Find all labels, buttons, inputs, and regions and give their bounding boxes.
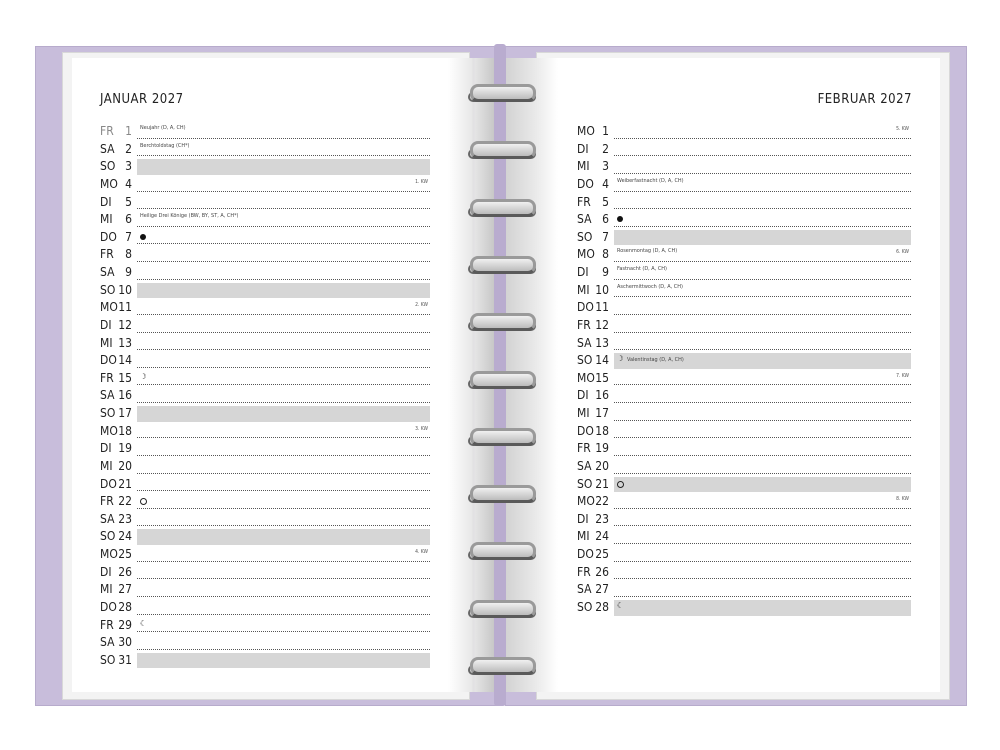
- day-number: 10: [118, 282, 132, 297]
- weekday-label: SO: [100, 159, 116, 174]
- day-number: 1: [602, 124, 609, 138]
- day-number: 13: [595, 335, 609, 350]
- weekday-label: DO: [100, 353, 117, 368]
- weekday-label: SA: [100, 141, 115, 156]
- day-row[interactable]: [577, 387, 911, 405]
- writing-line[interactable]: [614, 455, 911, 456]
- day-row[interactable]: [100, 229, 430, 247]
- sunday-bar[interactable]: [614, 600, 911, 616]
- weekday-label: MI: [100, 335, 113, 350]
- day-row[interactable]: [577, 352, 911, 370]
- holiday-note: Fastnacht (D, A, CH): [617, 266, 667, 272]
- weekday-label: SA: [577, 458, 592, 473]
- day-number: 22: [595, 494, 609, 509]
- day-number: 10: [595, 282, 609, 297]
- day-row[interactable]: [577, 335, 911, 353]
- day-number: 22: [118, 494, 132, 509]
- day-row[interactable]: [100, 581, 430, 599]
- writing-line[interactable]: [614, 279, 911, 280]
- day-number: 24: [118, 529, 132, 544]
- spiral-ring: [468, 428, 534, 446]
- weekday-label: DI: [100, 441, 112, 456]
- weekday-label: DO: [577, 547, 594, 561]
- holiday-note: Berchtoldstag (CH*): [140, 142, 190, 149]
- day-number: 11: [595, 300, 609, 315]
- day-number: 8: [602, 247, 609, 262]
- day-number: 26: [118, 564, 132, 579]
- day-number: 20: [118, 458, 132, 473]
- day-number: 6: [125, 212, 132, 227]
- writing-line[interactable]: [137, 473, 430, 474]
- writing-line[interactable]: [614, 138, 911, 139]
- weekday-label: SO: [577, 229, 593, 244]
- weekday-label: FR: [100, 617, 114, 632]
- day-row[interactable]: [577, 458, 911, 476]
- writing-line[interactable]: [137, 402, 430, 403]
- writing-line[interactable]: [137, 332, 430, 333]
- week-number: 1. KW: [415, 178, 428, 185]
- sunday-bar[interactable]: [137, 653, 430, 669]
- day-number: 17: [595, 406, 609, 420]
- spiral-ring: [468, 657, 534, 675]
- half-moon-icon: ☽: [140, 371, 147, 381]
- day-number: 18: [595, 423, 609, 438]
- weekday-label: SO: [577, 476, 593, 491]
- spiral-ring: [468, 141, 534, 159]
- weekday-label: DI: [577, 388, 589, 403]
- day-row[interactable]: [100, 617, 430, 635]
- day-number: 2: [602, 141, 609, 156]
- writing-line[interactable]: [614, 402, 911, 403]
- ring-wire: [470, 657, 536, 675]
- day-row[interactable]: [100, 141, 430, 159]
- weekday-label: MO: [577, 247, 595, 262]
- week-number: 6. KW: [896, 249, 909, 256]
- weekday-label: SO: [577, 599, 593, 614]
- day-row[interactable]: [577, 476, 911, 494]
- weekday-label: MI: [100, 212, 113, 227]
- weekday-label: DI: [577, 141, 589, 156]
- writing-line[interactable]: [614, 508, 911, 509]
- day-row[interactable]: [577, 123, 911, 141]
- writing-line[interactable]: [137, 314, 430, 315]
- weekday-label: FR: [577, 317, 591, 332]
- writing-line[interactable]: [137, 490, 430, 491]
- month-title-february: FEBRUAR 2027: [817, 92, 912, 107]
- holiday-note: Heilige Drei Könige (BW, BY, ST, A, CH*): [140, 213, 239, 220]
- spiral-ring: [468, 485, 534, 503]
- day-row[interactable]: [100, 458, 430, 476]
- day-number: 27: [118, 582, 132, 597]
- day-row[interactable]: [100, 299, 430, 317]
- day-list-february: [577, 123, 911, 617]
- day-number: 30: [118, 635, 132, 650]
- day-row[interactable]: [100, 546, 430, 564]
- weekday-label: DO: [577, 423, 594, 438]
- weekday-label: SO: [100, 282, 116, 297]
- day-number: 4: [125, 176, 132, 191]
- weekday-label: DO: [577, 176, 594, 191]
- day-number: 25: [118, 547, 132, 561]
- writing-line[interactable]: [137, 596, 430, 597]
- day-number: 28: [595, 599, 609, 614]
- month-title-january: JANUAR 2027: [100, 92, 184, 107]
- day-row[interactable]: [577, 282, 911, 300]
- day-row[interactable]: [577, 423, 911, 441]
- weekday-label: SA: [577, 212, 592, 227]
- weekday-label: MI: [100, 458, 113, 473]
- sunday-bar[interactable]: [137, 406, 430, 422]
- sunday-bar[interactable]: [137, 283, 430, 299]
- day-number: 5: [125, 194, 132, 209]
- weekday-label: MO: [577, 124, 595, 138]
- weekday-label: SO: [100, 529, 116, 544]
- writing-line[interactable]: [614, 332, 911, 333]
- day-row[interactable]: [577, 176, 911, 194]
- weekday-label: DO: [100, 229, 117, 244]
- writing-line[interactable]: [137, 243, 430, 244]
- day-number: 7: [125, 229, 132, 244]
- spiral-ring: [468, 256, 534, 274]
- sunday-bar[interactable]: [614, 230, 911, 246]
- half-moon-icon: ☽: [617, 354, 624, 364]
- ring-wire: [470, 600, 536, 618]
- day-number: 19: [118, 441, 132, 456]
- day-number: 13: [118, 335, 132, 350]
- weekday-label: FR: [100, 494, 114, 509]
- day-number: 9: [125, 265, 132, 279]
- weekday-label: SA: [100, 511, 115, 526]
- day-row[interactable]: [100, 158, 430, 176]
- weekday-label: MO: [100, 176, 118, 191]
- ring-wire: [470, 313, 536, 331]
- day-number: 31: [118, 652, 132, 667]
- weekday-label: MO: [100, 423, 118, 438]
- day-number: 28: [118, 599, 132, 614]
- weekday-label: DI: [100, 194, 112, 209]
- spiral-ring: [468, 371, 534, 389]
- day-number: 15: [595, 370, 609, 385]
- day-row[interactable]: [100, 176, 430, 194]
- writing-line[interactable]: [137, 508, 430, 509]
- spiral-ring: [468, 313, 534, 331]
- weekday-label: MI: [577, 406, 590, 420]
- week-number: 8. KW: [896, 496, 909, 503]
- writing-line[interactable]: [137, 349, 430, 350]
- writing-line[interactable]: [137, 155, 430, 156]
- weekday-label: SA: [100, 265, 115, 279]
- weekday-label: FR: [577, 564, 591, 579]
- ring-wire: [470, 141, 536, 159]
- day-row[interactable]: [100, 317, 430, 335]
- ring-wire: [470, 428, 536, 446]
- holiday-note: Aschermittwoch (D, A, CH): [617, 283, 683, 290]
- day-row[interactable]: [577, 264, 911, 282]
- day-row[interactable]: [577, 317, 911, 335]
- day-number: 14: [118, 353, 132, 368]
- sunday-bar[interactable]: [614, 477, 911, 493]
- spiral-ring: [468, 542, 534, 560]
- day-row[interactable]: [100, 405, 430, 423]
- weekday-label: SO: [100, 652, 116, 667]
- weekday-label: FR: [100, 247, 114, 262]
- holiday-note: Rosenmontag (D, A, CH): [617, 248, 678, 255]
- sunday-bar[interactable]: [137, 529, 430, 545]
- day-number: 3: [602, 159, 609, 174]
- day-number: 26: [595, 564, 609, 579]
- writing-line[interactable]: [137, 525, 430, 526]
- writing-line[interactable]: [614, 261, 911, 262]
- writing-line[interactable]: [614, 208, 911, 209]
- weekday-label: DI: [100, 317, 112, 332]
- week-number: 4. KW: [415, 549, 428, 555]
- day-row[interactable]: [577, 141, 911, 159]
- weekday-label: MI: [577, 529, 590, 544]
- day-row[interactable]: [100, 423, 430, 441]
- day-row[interactable]: [100, 564, 430, 582]
- day-row[interactable]: [100, 370, 430, 388]
- week-number: 5. KW: [896, 126, 909, 132]
- day-row[interactable]: [100, 511, 430, 529]
- day-row[interactable]: [100, 634, 430, 652]
- writing-line[interactable]: [137, 261, 430, 262]
- writing-line[interactable]: [614, 561, 911, 562]
- day-number: 4: [602, 176, 609, 191]
- day-row[interactable]: [100, 387, 430, 405]
- writing-line[interactable]: [614, 578, 911, 579]
- weekday-label: MO: [100, 300, 118, 315]
- half-moon-icon: ☾: [140, 618, 147, 628]
- day-number: 16: [118, 388, 132, 403]
- day-row[interactable]: [100, 282, 430, 300]
- day-number: 24: [595, 529, 609, 544]
- ring-wire: [470, 199, 536, 217]
- day-number: 7: [602, 229, 609, 244]
- day-number: 12: [118, 317, 132, 332]
- weekday-label: SO: [577, 353, 593, 368]
- day-row[interactable]: [577, 546, 911, 564]
- writing-line[interactable]: [614, 384, 911, 385]
- day-row[interactable]: [577, 158, 911, 176]
- day-number: 6: [602, 212, 609, 227]
- day-row[interactable]: [577, 564, 911, 582]
- day-number: 23: [595, 511, 609, 526]
- day-number: 12: [595, 317, 609, 332]
- ring-wire: [470, 371, 536, 389]
- writing-line[interactable]: [614, 191, 911, 192]
- day-number: 25: [595, 547, 609, 561]
- day-row[interactable]: [577, 211, 911, 229]
- day-row[interactable]: [100, 599, 430, 617]
- writing-line[interactable]: [614, 543, 911, 544]
- day-number: 21: [118, 476, 132, 491]
- day-row[interactable]: [100, 528, 430, 546]
- writing-line[interactable]: [137, 561, 430, 562]
- day-row[interactable]: [577, 194, 911, 212]
- week-number: 7. KW: [896, 372, 909, 379]
- day-number: 29: [118, 617, 132, 632]
- day-number: 1: [125, 124, 132, 138]
- day-row[interactable]: [577, 370, 911, 388]
- writing-line[interactable]: [137, 455, 430, 456]
- day-list-january: [100, 123, 430, 669]
- day-number: 11: [118, 300, 132, 315]
- sunday-bar[interactable]: [137, 159, 430, 175]
- writing-line[interactable]: [614, 437, 911, 438]
- holiday-note: Weiberfastnacht (D, A, CH): [617, 177, 684, 184]
- writing-line[interactable]: [137, 367, 430, 368]
- weekday-label: DO: [100, 599, 117, 614]
- spiral-ring: [468, 199, 534, 217]
- writing-line[interactable]: [137, 279, 430, 280]
- writing-line[interactable]: [614, 296, 911, 297]
- writing-line[interactable]: [614, 349, 911, 350]
- day-number: 18: [118, 423, 132, 438]
- day-row[interactable]: [100, 264, 430, 282]
- day-row[interactable]: [577, 299, 911, 317]
- writing-line[interactable]: [137, 208, 430, 209]
- day-number: 20: [595, 458, 609, 473]
- writing-line[interactable]: [614, 596, 911, 597]
- weekday-label: DO: [100, 476, 117, 491]
- full-moon-icon: [140, 498, 147, 505]
- weekday-label: FR: [577, 441, 591, 456]
- day-row[interactable]: [577, 229, 911, 247]
- weekday-label: FR: [100, 124, 114, 138]
- weekday-label: SA: [100, 388, 115, 403]
- week-number: 3. KW: [415, 425, 428, 432]
- weekday-label: DI: [577, 511, 589, 526]
- day-row[interactable]: [577, 528, 911, 546]
- writing-line[interactable]: [137, 437, 430, 438]
- day-number: 2: [125, 141, 132, 156]
- weekday-label: SA: [577, 582, 592, 597]
- day-number: 23: [118, 511, 132, 526]
- weekday-label: SA: [577, 335, 592, 350]
- weekday-label: MI: [577, 159, 590, 174]
- weekday-label: FR: [577, 194, 591, 209]
- writing-line[interactable]: [614, 314, 911, 315]
- day-number: 21: [595, 476, 609, 491]
- writing-line[interactable]: [614, 525, 911, 526]
- writing-line[interactable]: [137, 138, 430, 139]
- weekday-label: MO: [577, 494, 595, 509]
- ring-wire: [470, 256, 536, 274]
- ring-wire: [470, 84, 536, 102]
- weekday-label: FR: [100, 370, 114, 385]
- weekday-label: DI: [100, 564, 112, 579]
- day-number: 8: [125, 247, 132, 262]
- weekday-label: MI: [100, 582, 113, 597]
- day-number: 14: [595, 353, 609, 368]
- spiral-ring: [468, 600, 534, 618]
- spiral-ring: [468, 84, 534, 102]
- day-row[interactable]: [577, 405, 911, 423]
- writing-line[interactable]: [137, 631, 430, 632]
- full-moon-icon: [617, 481, 624, 488]
- day-row[interactable]: [100, 194, 430, 212]
- writing-line[interactable]: [137, 226, 430, 227]
- week-number: 2. KW: [415, 302, 428, 309]
- weekday-label: MI: [577, 282, 590, 297]
- day-row[interactable]: [100, 123, 430, 141]
- writing-line[interactable]: [137, 578, 430, 579]
- weekday-label: MO: [100, 547, 118, 561]
- holiday-note: Neujahr (D, A, CH): [140, 125, 186, 131]
- ring-wire: [470, 485, 536, 503]
- weekday-label: SO: [100, 406, 116, 420]
- day-number: 27: [595, 582, 609, 597]
- ring-wire: [470, 542, 536, 560]
- day-number: 19: [595, 441, 609, 456]
- writing-line[interactable]: [614, 226, 911, 227]
- day-row[interactable]: [100, 440, 430, 458]
- weekday-label: DO: [577, 300, 594, 315]
- day-row[interactable]: [100, 211, 430, 229]
- day-row[interactable]: [100, 476, 430, 494]
- holiday-note: Valentinstag (D, A, CH): [627, 357, 684, 364]
- weekday-label: SA: [100, 635, 115, 650]
- day-row[interactable]: [577, 581, 911, 599]
- day-row[interactable]: [100, 493, 430, 511]
- writing-line[interactable]: [614, 420, 911, 421]
- new-moon-icon: [617, 216, 623, 222]
- day-number: 3: [125, 159, 132, 174]
- day-number: 9: [602, 265, 609, 279]
- day-number: 5: [602, 194, 609, 209]
- writing-line[interactable]: [137, 384, 430, 385]
- half-moon-icon: ☾: [617, 600, 624, 610]
- writing-line[interactable]: [137, 191, 430, 192]
- day-number: 15: [118, 370, 132, 385]
- writing-line[interactable]: [137, 649, 430, 650]
- day-number: 16: [595, 388, 609, 403]
- day-row[interactable]: [577, 440, 911, 458]
- weekday-label: MO: [577, 370, 595, 385]
- weekday-label: DI: [577, 265, 589, 279]
- day-row[interactable]: [577, 599, 911, 617]
- day-row[interactable]: [577, 493, 911, 511]
- day-row[interactable]: [100, 652, 430, 670]
- day-row[interactable]: [100, 335, 430, 353]
- writing-line[interactable]: [137, 614, 430, 615]
- new-moon-icon: [140, 234, 146, 240]
- writing-line[interactable]: [614, 173, 911, 174]
- day-number: 17: [118, 406, 132, 420]
- day-row[interactable]: [577, 511, 911, 529]
- writing-line[interactable]: [614, 155, 911, 156]
- day-row[interactable]: [100, 246, 430, 264]
- writing-line[interactable]: [614, 473, 911, 474]
- day-row[interactable]: [577, 246, 911, 264]
- day-row[interactable]: [100, 352, 430, 370]
